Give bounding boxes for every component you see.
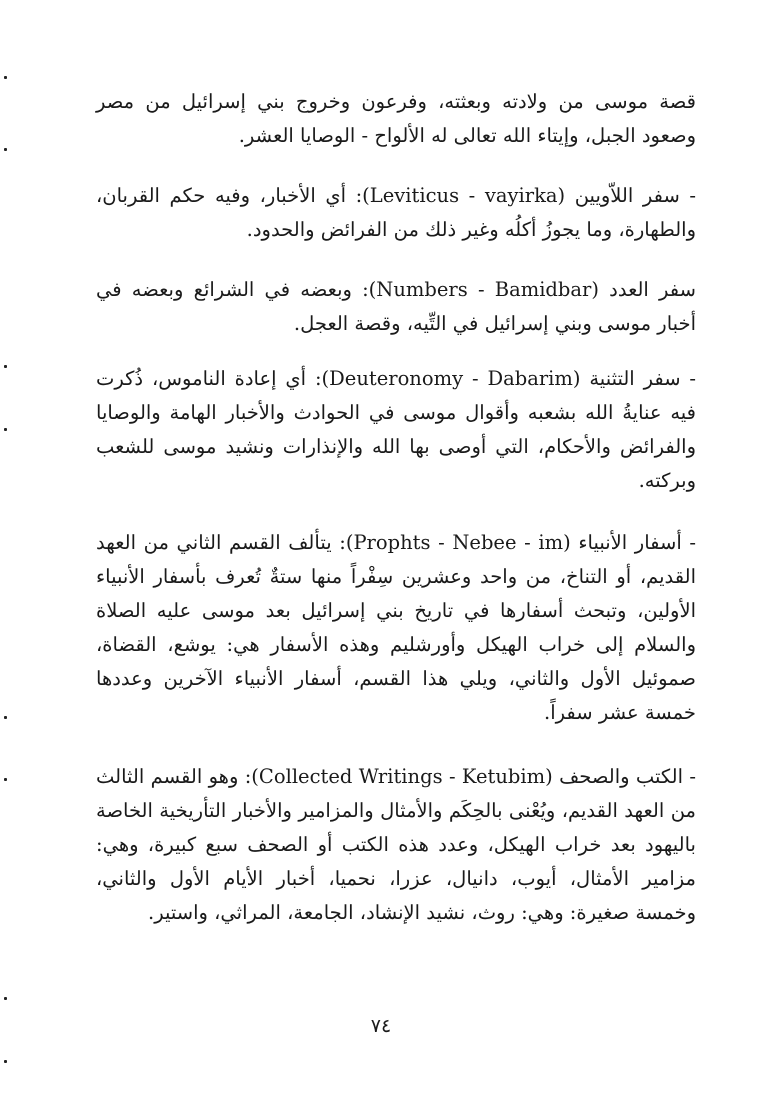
- paragraph-prophets: - أسفار الأنبياء (Prophts - Nebee - im): يتألف القسم الثاني من العهد القديم، أو التناخ، من واحد وعشرين سِفْراً منها ستةٌ تُعرف بأسفار الأنبياء الأولين، وتبحث أسفارها في تاريخ بني إسرائيل بعد موسى عليه الصلاة والسلام إلى خراب الهيكل وأورشليم وهذه الأسفار هي: يوشع، القضاة، صموئيل الأول والثاني، ويلي هذا القسم، أسفار الأنبياء الآخرين وعددها خمسة عشر سفراً.: [96, 531, 696, 724]
- scan-edge-mark: [4, 1060, 7, 1063]
- paragraph-numbers: سفر العدد (Numbers - Bamidbar): وبعضه في الشرائع وبعضه في أخبار موسى وبني إسرائيل في التِّيه، وقصة العجل.: [96, 278, 696, 335]
- paragraph-deuteronomy: - سفر التثنية (Deuteronomy - Dabarim): أي إعادة الناموس، ذُكرت فيه عنايةُ الله بشعبه وأقوال موسى في الحوادث والأخبار الهامة والوصايا والفرائض والأحكام، التي أوصى بها الله والإنذارات ونشيد موسى للشعب وبركته.: [96, 367, 697, 492]
- scan-edge-mark: [4, 997, 7, 1000]
- paragraph-exodus-summary: قصة موسى من ولادته وبعثته، وفرعون وخروج بني إسرائيل من مصر وصعود الجبل، وإيتاء الله تعالى له الألواح - الوصايا العشر.: [96, 90, 696, 147]
- scan-edge-mark: [4, 365, 7, 368]
- scan-edge-mark: [4, 148, 7, 151]
- scan-edge-mark: [4, 778, 7, 781]
- scan-edge-mark: [4, 76, 7, 79]
- paragraph-writings: - الكتب والصحف (Collected Writings - Ketubim): وهو القسم الثالث من العهد القديم، ويُعْنى بالحِكَم والأمثال والمزامير والأخبار التأريخية الخاصة باليهود بعد خراب الهيكل، وعدد هذه الكتب أو الصحف سبع كبيرة، وهي: مزامير الأمثال، أيوب، دانيال، عزرا، نحميا، أخبار الأيام الأول والثاني، وخمسة صغيرة: وهي: روث، نشيد الإنشاد، الجامعة، المراثي، واستير.: [96, 765, 696, 924]
- scan-edge-mark: [4, 716, 7, 719]
- page-number: ٧٤: [370, 1015, 392, 1037]
- scan-edge-mark: [4, 428, 7, 431]
- paragraph-leviticus: - سفر اللاّويين (Leviticus - vayirka): أي الأخبار، وفيه حكم القربان، والطهارة، وما يجوزُ أكلُه وغير ذلك من الفرائض والحدود.: [96, 184, 697, 241]
